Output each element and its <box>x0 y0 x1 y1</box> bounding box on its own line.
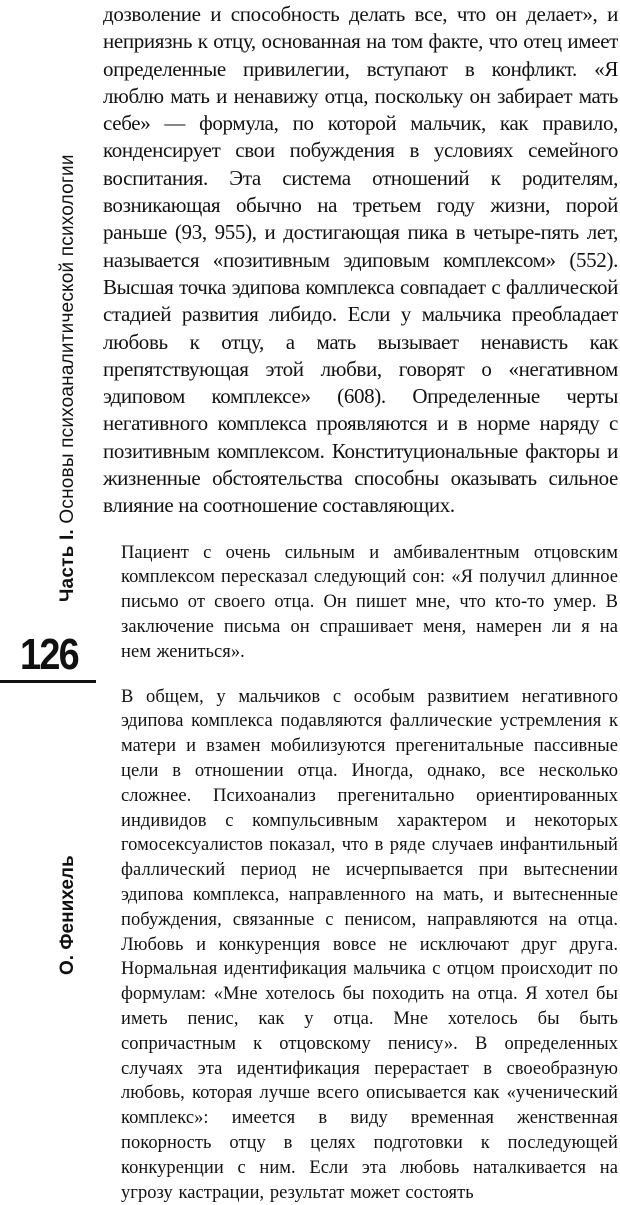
main-text <box>103 0 618 1205</box>
page-sidebar <box>0 0 100 997</box>
part-title: Основы психоаналитической психологии <box>57 154 78 524</box>
case-quote: Пациент с очень сильным и амбивалентным отцовским комплексом пересказал следующий сон: «Я получил длинное письмо от своего отца. Он пишет мне, что кто-то умер. В заключение письма он спрашивает меня, намерен ли я на нем жениться». <box>121 542 618 662</box>
part-label: Часть I. <box>57 529 78 602</box>
running-head-part <box>57 154 79 602</box>
body-paragraph-1: дозволение и способность делать все, что он делает», и неприязнь к отцу, основанная на том факте, что отец имеет определенные привилегии, вступают в конфликт. «Я люблю мать и ненавижу отца, поскольку он забирает мать себе» — формула, по которой мальчик, как правило, конденсирует свои побуждения в условиях семейного воспитания. Эта система отношений к родителям, возникающая обычно на третьем году жизни, порой раньше (93, 955), и достигающая пика в четыре-пять лет, называется «позитивным эдиповым комплексом» (552). Высшая точка эдипова комплекса совпадает с фаллической стадией развития либидо. Если у мальчика преобладает любовь к отцу, а мать вызывает ненависть как препятствующая этой любви, говорят о «негативном эдиповом комплексе» (608). Определенные черты негативного комплекса проявляются и в норме наряду с позитивным комплексом. Конституциональные факторы и жизненные обстоятельства способны оказывать сильное влияние на соотношение составляющих. <box>103 2 618 518</box>
page-number: 126 <box>20 630 78 679</box>
body-paragraph-2: В общем, у мальчиков с особым развитием негативного эдипова комплекса подавляются фаллические устремления к матери и взамен мобилизуются прегенитальные пассивные цели в отношении отца. Иногда, однако, все несколько сложнее. Психоанализ прегенитально ориентированных индивидов с компульсивным характером и некоторых гомосексуалистов показал, что в ряде случаев инфантильный фаллический период не исчерпывается при вытеснении эдипова комплекса, направленного на мать, и вытесненные побуждения, связанные с пенисом, направляются на отца. Любовь и конкуренция вовсе не исключают друг друга. Нормальная идентификация мальчика с отцом происходит по формулам: «Мне хотелось бы походить на отца. Я хотел бы иметь пенис, как у отца. Мне хотелось бы быть сопричастным к отцовскому пенису». В определенных случаях эта идентификация перерастает в своеобразную любовь, которая лучше всего описывается как «ученический комплекс»: имеется в виду временная женственная покорность отцу в целях подготовки к последующей конкуренции с ним. Если эта любовь наталкивается на угрозу кастрации, результат может состоять <box>121 686 618 1203</box>
running-head-author: О. Фенихель <box>57 855 78 975</box>
page-number-rule <box>0 680 96 683</box>
